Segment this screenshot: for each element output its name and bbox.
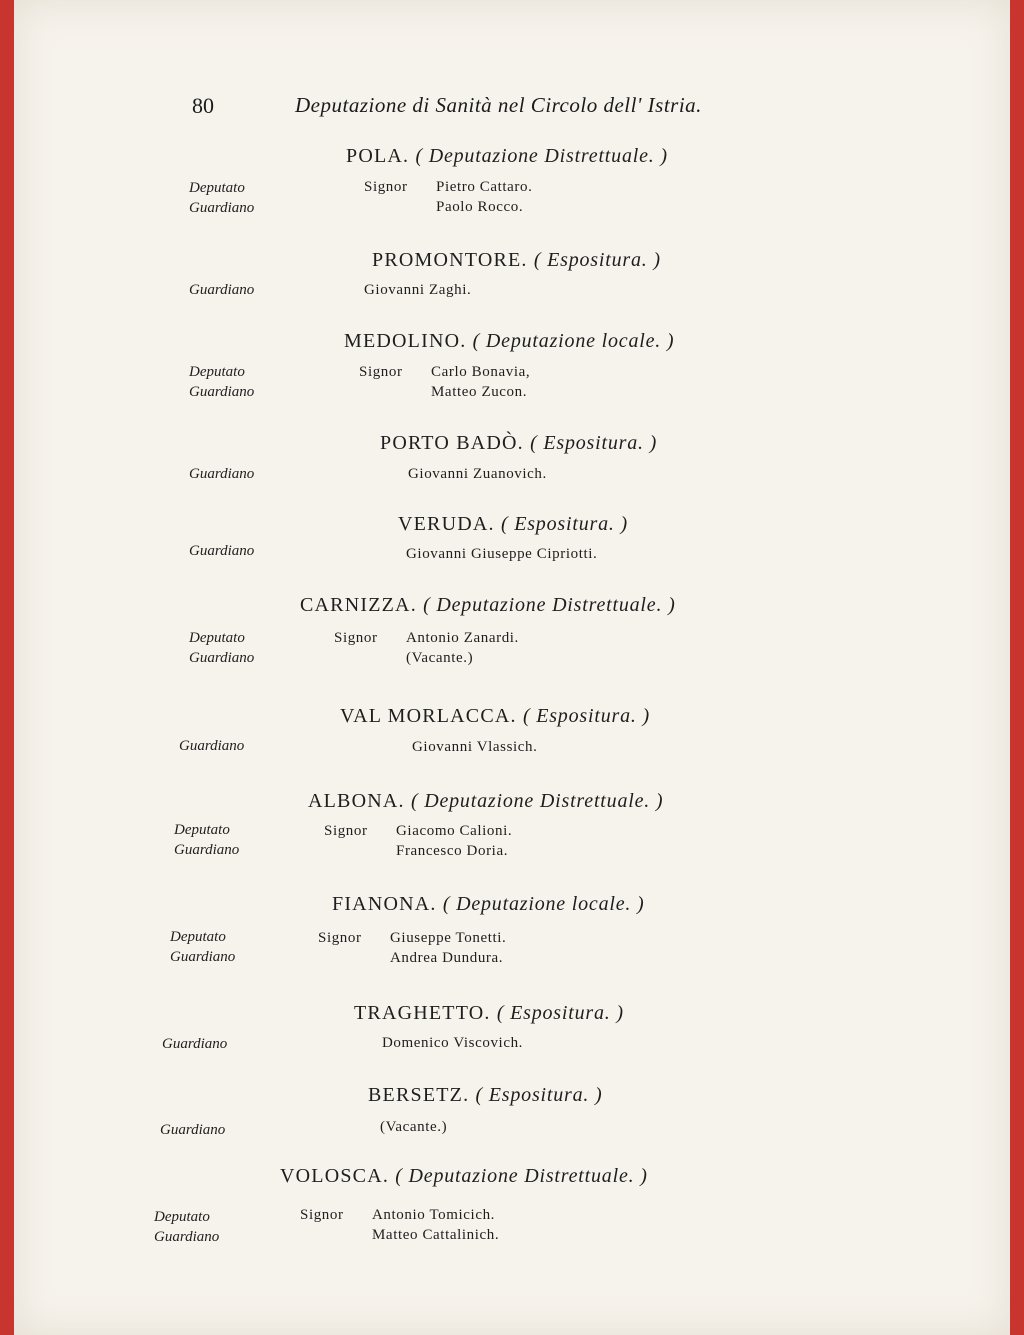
person-name: Francesco Doria. [396,843,509,859]
person-line [334,648,519,668]
name-column [380,1117,447,1137]
role-column [189,178,254,218]
place-heading [354,1002,624,1025]
name-column [412,737,538,757]
place-heading [346,145,668,168]
person-line [364,177,532,197]
place-type: ( Espositura. ) [496,1002,624,1024]
place-heading [308,790,663,813]
role-label: Guardiano [174,842,240,858]
role-column [162,1034,227,1054]
person-name: Giovanni Vlassich. [412,739,538,755]
role-label: Guardiano [154,1229,220,1245]
place-heading [398,513,628,536]
role-label: Deputato [154,1209,210,1225]
person-name: Paolo Rocco. [436,199,524,215]
running-title: Deputazione di Sanità nel Circolo dell' Istria. [295,93,702,117]
person-name: Domenico Viscovich. [382,1035,524,1051]
role-column [189,280,254,300]
person-line [300,1225,499,1245]
role-label: Deputato [174,822,230,838]
role-column [189,628,254,668]
person-line [334,628,519,648]
person-name: Antonio Tomicich. [372,1207,496,1223]
place-name: FIANONA. [332,893,437,915]
place-heading [368,1084,602,1107]
person-name: Giovanni Zaghi. [364,282,472,298]
role-label: Guardiano [162,1036,228,1052]
name-column [324,821,512,861]
place-type: ( Deputazione Distrettuale. ) [395,1165,648,1187]
place-type: ( Deputazione Distrettuale. ) [410,790,664,812]
person-line [382,1033,523,1053]
place-type: ( Espositura. ) [533,249,661,271]
role-column [189,464,254,484]
place-type: ( Deputazione Distrettuale. ) [423,594,676,616]
honorific: Signor [364,179,408,195]
person-name: Matteo Cattalinich. [372,1227,500,1243]
role-label: Guardiano [189,650,255,666]
book-page [14,0,1010,1335]
role-label: Guardiano [179,738,245,754]
role-label: Guardiano [189,282,255,298]
role-column [179,736,244,756]
person-name: Antonio Zanardi. [406,630,519,646]
place-heading [380,432,657,455]
role-label: Deputato [189,364,245,380]
honorific: Signor [318,930,362,946]
place-type: ( Espositura. ) [522,705,650,727]
name-column [406,544,597,564]
role-label: Guardiano [189,384,255,400]
person-line [318,948,506,968]
place-heading [372,249,661,272]
name-column [359,362,530,402]
place-type: ( Espositura. ) [500,513,628,535]
person-line [324,821,512,841]
person-name: Giovanni Zuanovich. [408,466,547,482]
person-name: (Vacante.) [406,650,474,666]
role-column [174,820,239,860]
person-line [364,280,471,300]
name-column [318,928,506,968]
person-name: Andrea Dundura. [390,950,504,966]
person-name: Giacomo Calioni. [396,823,513,839]
honorific: Signor [334,630,378,646]
place-heading [280,1165,648,1188]
place-name: POLA. [346,145,410,167]
person-name: Giovanni Giuseppe Cipriotti. [406,546,598,562]
role-label: Deputato [170,929,226,945]
person-line [364,197,532,217]
role-label: Deputato [189,180,245,196]
honorific: Signor [324,823,368,839]
place-type: ( Deputazione Distrettuale. ) [415,145,668,167]
person-name: Giuseppe Tonetti. [390,930,507,946]
person-name: Pietro Cattaro. [436,179,533,195]
place-name: CARNIZZA. [300,594,417,616]
person-line [359,362,530,382]
person-name: (Vacante.) [380,1119,448,1135]
place-name: VOLOSCA. [280,1165,390,1187]
role-column [189,541,254,561]
name-column [300,1205,499,1245]
person-line [359,382,530,402]
place-heading [332,893,645,916]
place-type: ( Deputazione locale. ) [472,330,675,352]
name-column [408,464,547,484]
person-line [324,841,512,861]
place-heading [344,330,674,353]
place-type: ( Deputazione locale. ) [442,893,645,915]
place-name: ALBONA. [308,790,405,812]
place-name: VERUDA. [398,513,495,535]
place-name: PROMONTORE. [372,249,528,271]
place-name: TRAGHETTO. [354,1002,491,1024]
place-heading [340,705,650,728]
place-type: ( Espositura. ) [530,432,658,454]
name-column [364,177,532,217]
role-label: Guardiano [160,1122,226,1138]
role-label: Guardiano [189,466,255,482]
person-line [300,1205,499,1225]
person-name: Carlo Bonavia, [431,364,531,380]
place-name: PORTO BADÒ. [380,432,524,454]
role-label: Deputato [189,630,245,646]
role-label: Guardiano [189,200,255,216]
role-column [189,362,254,402]
person-line [408,464,547,484]
person-line [406,544,597,564]
name-column [364,280,471,300]
person-name: Matteo Zucon. [431,384,528,400]
person-line [318,928,506,948]
place-name: BERSETZ. [368,1084,470,1106]
role-column [170,927,235,967]
role-column [154,1207,219,1247]
name-column [334,628,519,668]
place-heading [300,594,676,617]
place-name: VAL MORLACCA. [340,705,517,727]
name-column [382,1033,523,1053]
role-column [160,1120,225,1140]
honorific: Signor [300,1207,344,1223]
honorific: Signor [359,364,403,380]
role-label: Guardiano [170,949,236,965]
page-header [192,93,892,123]
role-label: Guardiano [189,543,255,559]
place-name: MEDOLINO. [344,330,467,352]
person-line [412,737,538,757]
place-type: ( Espositura. ) [475,1084,603,1106]
person-line [380,1117,447,1137]
page-number: 80 [192,93,214,118]
